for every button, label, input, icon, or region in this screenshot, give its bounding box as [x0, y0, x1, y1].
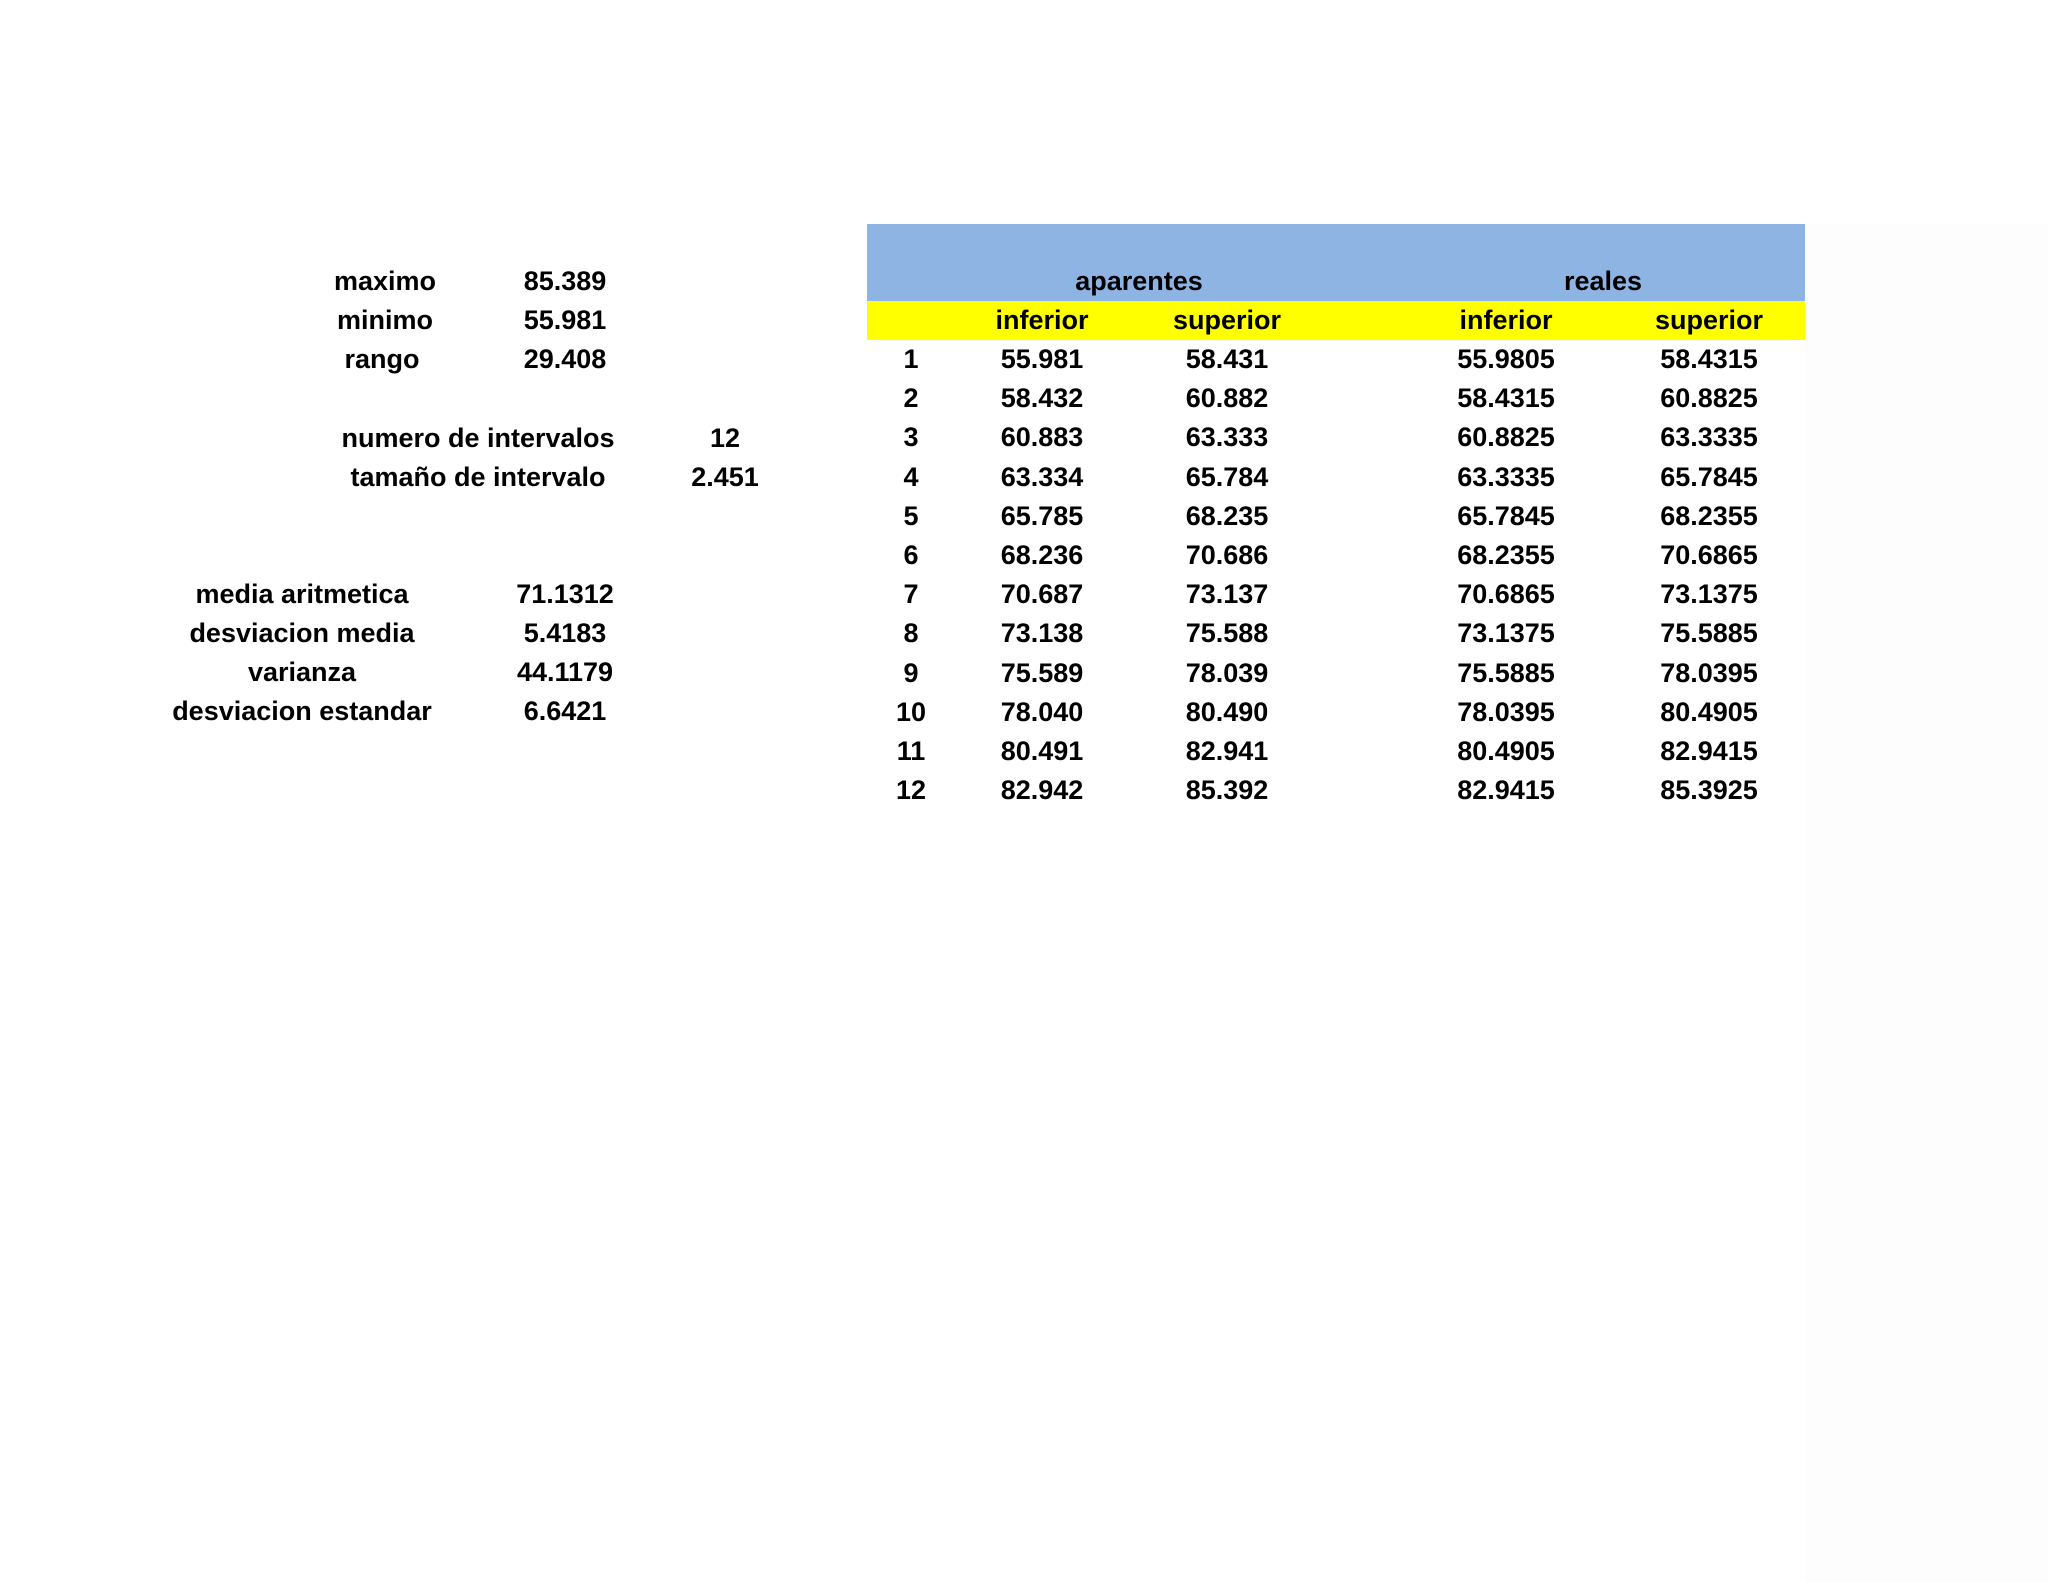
aparentes-superior-cell: 70.686	[1185, 540, 1269, 570]
group-header-aparentes: aparentes	[1075, 266, 1203, 296]
table-row	[0, 458, 2048, 497]
numero-intervalos-label: numero de intervalos	[341, 423, 615, 453]
rango-value: 29.408	[523, 344, 607, 374]
interval-number: 9	[903, 657, 919, 688]
reales-superior-cell: 85.3925	[1660, 775, 1758, 806]
reales-inferior-cell: 70.6865	[1457, 579, 1555, 610]
reales-superior-cell: 68.2355	[1660, 500, 1758, 531]
reales-superior-cell: 65.7845	[1660, 461, 1758, 492]
aparentes-inferior-cell: 63.334	[1000, 461, 1084, 492]
aparentes-superior-cell: 60.882	[1185, 383, 1269, 414]
interval-number: 2	[903, 383, 919, 414]
reales-inferior-cell: 78.0395	[1457, 696, 1555, 727]
interval-number: 6	[903, 540, 919, 570]
reales-superior-cell: 70.6865	[1660, 540, 1758, 570]
varianza-value: 44.1179	[516, 657, 614, 687]
table-row	[0, 771, 2048, 810]
aparentes-superior-cell: 58.431	[1185, 344, 1269, 374]
aparentes-inferior-cell: 82.942	[1000, 775, 1084, 806]
maximo-label: maximo	[333, 266, 437, 296]
interval-number: 3	[903, 422, 919, 453]
aparentes-superior-cell: 78.039	[1185, 657, 1269, 688]
table-row	[0, 536, 2048, 575]
column-header-reales-superior: superior	[1654, 305, 1764, 335]
desviacion-media-value: 5.4183	[523, 618, 607, 648]
aparentes-inferior-cell: 55.981	[1000, 344, 1084, 374]
interval-number: 10	[895, 696, 927, 727]
desviacion-estandar-value: 6.6421	[523, 696, 607, 726]
table-row	[0, 575, 2048, 614]
aparentes-inferior-cell: 80.491	[1000, 736, 1084, 766]
reales-superior-cell: 58.4315	[1660, 344, 1758, 374]
reales-inferior-cell: 80.4905	[1457, 736, 1555, 766]
column-header-reales-inferior: inferior	[1459, 305, 1553, 335]
interval-number: 4	[903, 461, 919, 492]
reales-superior-cell: 73.1375	[1660, 579, 1758, 610]
desviacion-estandar-label: desviacion estandar	[172, 696, 432, 726]
reales-superior-cell: 80.4905	[1660, 696, 1758, 727]
rango-label: rango	[344, 344, 420, 374]
aparentes-superior-cell: 82.941	[1185, 736, 1269, 766]
table-row	[0, 614, 2048, 653]
reales-inferior-cell: 82.9415	[1457, 775, 1555, 806]
varianza-label: varianza	[247, 657, 357, 687]
reales-inferior-cell: 58.4315	[1457, 383, 1555, 414]
reales-inferior-cell: 60.8825	[1457, 422, 1555, 453]
group-header-reales: reales	[1563, 266, 1643, 296]
table-row	[0, 418, 2048, 457]
reales-inferior-cell: 68.2355	[1457, 540, 1555, 570]
aparentes-superior-cell: 65.784	[1185, 461, 1269, 492]
table-row	[0, 693, 2048, 732]
aparentes-superior-cell: 80.490	[1185, 696, 1269, 727]
interval-number: 5	[903, 500, 919, 531]
numero-intervalos-value: 12	[709, 423, 741, 453]
reales-superior-cell: 78.0395	[1660, 657, 1758, 688]
column-header-aparentes-inferior: inferior	[995, 305, 1089, 335]
media-value: 71.1312	[516, 579, 614, 609]
tamano-intervalo-value: 2.451	[691, 462, 759, 492]
interval-number: 8	[903, 618, 919, 649]
table-row	[0, 379, 2048, 418]
table-row	[0, 654, 2048, 693]
media-label: media aritmetica	[195, 579, 409, 609]
reales-inferior-cell: 65.7845	[1457, 500, 1555, 531]
aparentes-superior-cell: 63.333	[1185, 422, 1269, 453]
aparentes-inferior-cell: 65.785	[1000, 500, 1084, 531]
table-row	[0, 497, 2048, 536]
minimo-value: 55.981	[523, 305, 607, 335]
reales-superior-cell: 63.3335	[1660, 422, 1758, 453]
aparentes-inferior-cell: 75.589	[1000, 657, 1084, 688]
aparentes-inferior-cell: 58.432	[1000, 383, 1084, 414]
column-header-aparentes-superior: superior	[1172, 305, 1282, 335]
aparentes-superior-cell: 73.137	[1185, 579, 1269, 610]
reales-superior-cell: 75.5885	[1660, 618, 1758, 649]
reales-superior-cell: 60.8825	[1660, 383, 1758, 414]
reales-inferior-cell: 55.9805	[1457, 344, 1555, 374]
aparentes-superior-cell: 68.235	[1185, 500, 1269, 531]
interval-number: 7	[903, 579, 919, 610]
reales-inferior-cell: 73.1375	[1457, 618, 1555, 649]
aparentes-inferior-cell: 68.236	[1000, 540, 1084, 570]
interval-number: 11	[896, 736, 926, 766]
table-row	[0, 340, 2048, 379]
aparentes-inferior-cell: 70.687	[1000, 579, 1084, 610]
tamano-intervalo-label: tamaño de intervalo	[350, 462, 606, 492]
aparentes-inferior-cell: 60.883	[1000, 422, 1084, 453]
aparentes-inferior-cell: 78.040	[1000, 696, 1084, 727]
reales-inferior-cell: 75.5885	[1457, 657, 1555, 688]
interval-number: 12	[895, 775, 927, 806]
aparentes-superior-cell: 85.392	[1185, 775, 1269, 806]
interval-number: 1	[903, 344, 919, 374]
table-row	[0, 732, 2048, 771]
aparentes-superior-cell: 75.588	[1185, 618, 1269, 649]
reales-superior-cell: 82.9415	[1660, 736, 1758, 766]
aparentes-inferior-cell: 73.138	[1000, 618, 1084, 649]
minimo-label: minimo	[336, 305, 433, 335]
maximo-value: 85.389	[523, 266, 607, 296]
reales-inferior-cell: 63.3335	[1457, 461, 1555, 492]
desviacion-media-label: desviacion media	[189, 618, 415, 648]
